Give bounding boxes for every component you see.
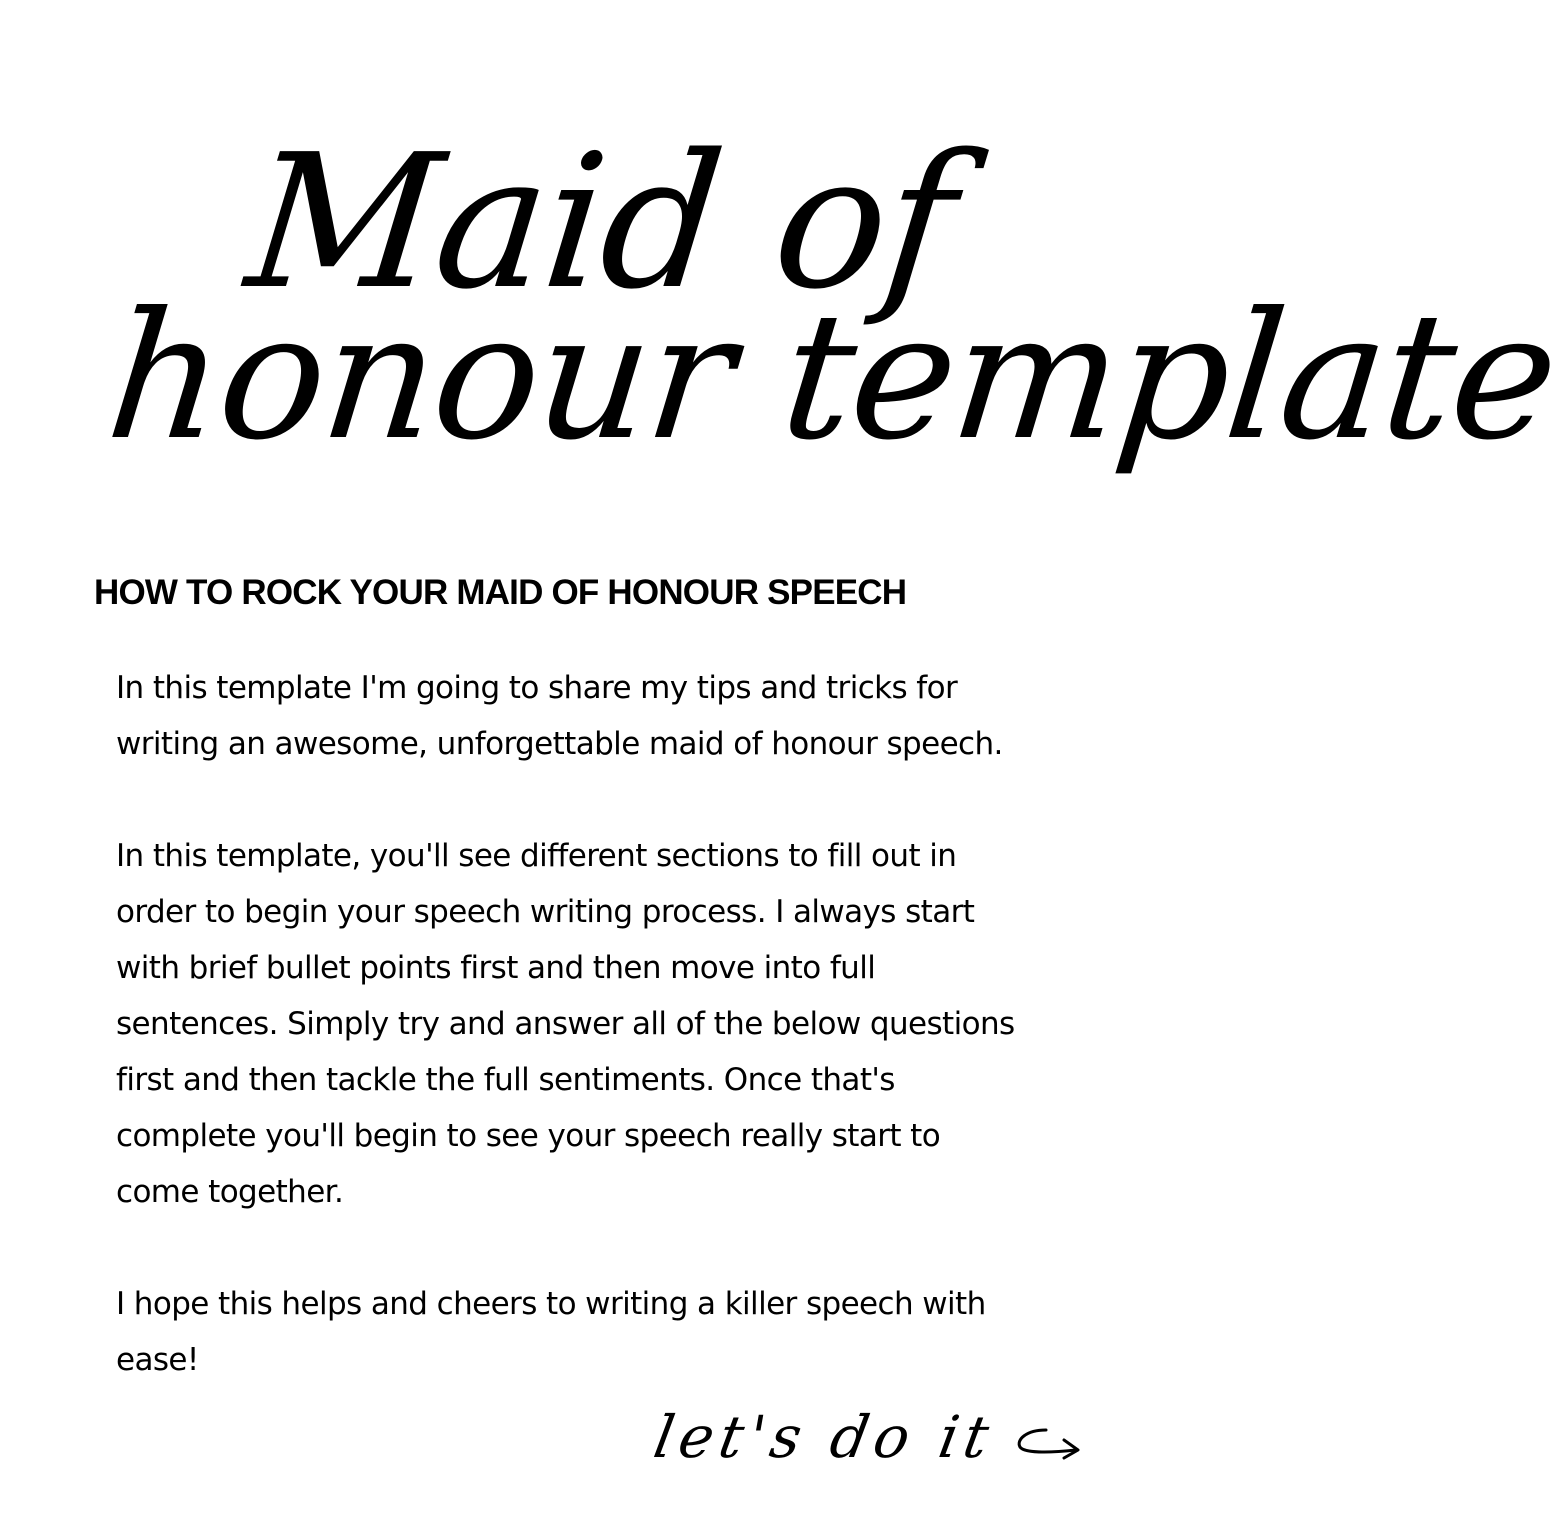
instructions-paragraph: In this template, you'll see different sections to fill out in order to begin your speech writing process. I always start with brief bullet points first and then move into full sentences. Simply try and answer all of the below questions first and then tackle the full sentiments. Once that's complete you'll begin to see your speech really start to come together.: [116, 838, 1015, 1210]
signoff-text: let's do it: [649, 1403, 1000, 1471]
section-heading: HOW TO ROCK YOUR MAID OF HONOUR SPEECH: [94, 573, 907, 612]
intro-paragraph: In this template I'm going to share my tips and tricks for writing an awesome, unforgettable maid of honour speech.: [116, 670, 1003, 762]
closing-paragraph: I hope this helps and cheers to writing a killer speech with ease!: [116, 1286, 986, 1378]
signoff: [649, 1403, 1088, 1471]
body-copy: [116, 660, 1016, 1444]
title-line-1: Maid of: [238, 114, 964, 330]
curved-arrow-icon: [1012, 1422, 1088, 1462]
title-block: [0, 0, 1565, 520]
title-line-2: honour template: [99, 276, 1565, 479]
